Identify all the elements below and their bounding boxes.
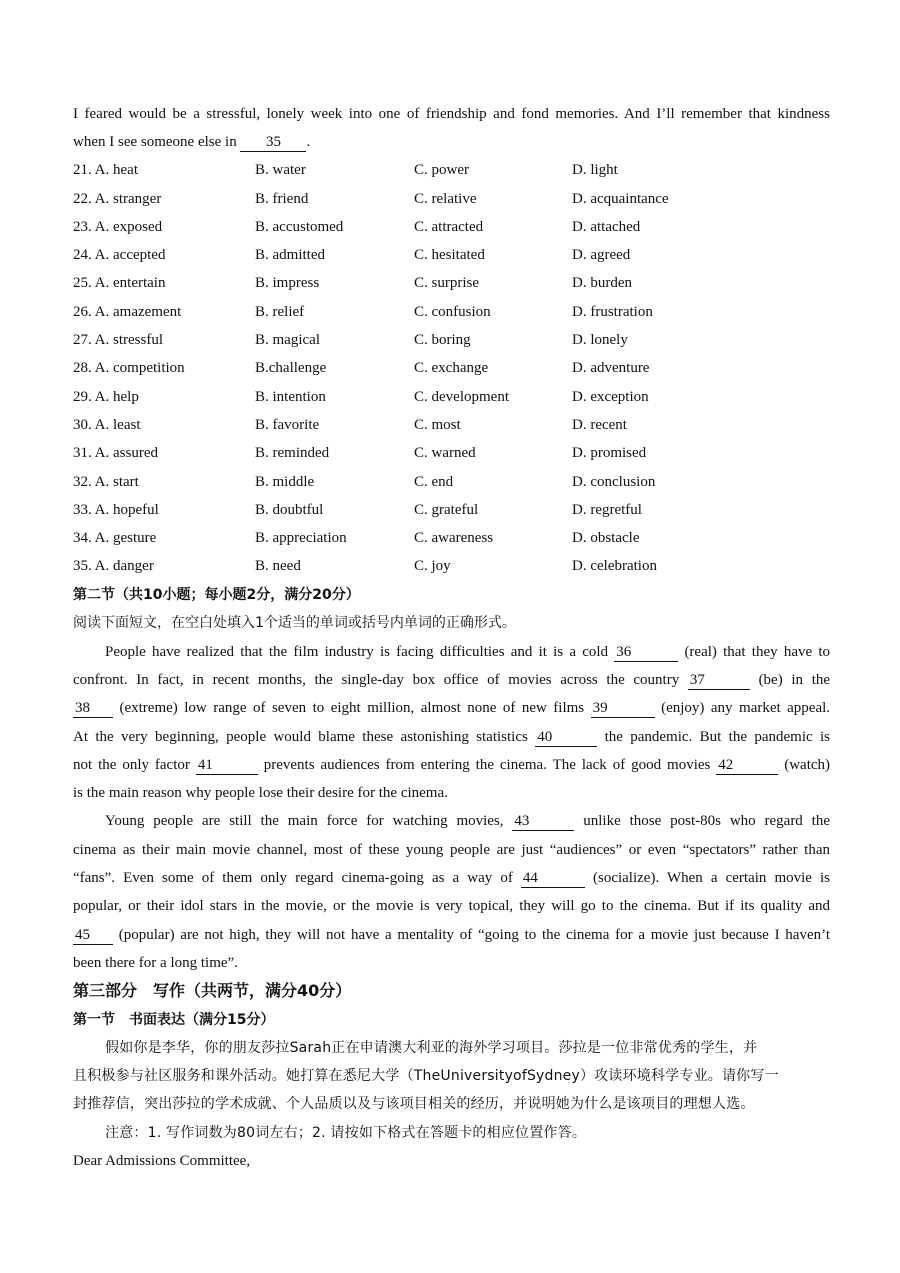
option-c: C. most: [414, 416, 461, 433]
option-b: B.challenge: [255, 360, 327, 377]
part3-body-line-1: 假如你是李华，你的朋友莎拉Sarah正在申请澳大利亚的海外学习项目。莎拉是一位非常优秀的学生，并: [105, 1039, 758, 1056]
option-d: D. attached: [572, 218, 641, 235]
exam-page: [73, 100, 830, 1175]
blank-37: 37: [688, 671, 750, 690]
passage-end-line-1: I feared would be a stressful, lonely week into one of friendship and fond memories. And I’ll remember that kindness: [73, 106, 830, 122]
blank-44: 44: [521, 869, 585, 888]
option-a: 27. A. stressful: [73, 332, 163, 349]
option-row: [73, 157, 830, 185]
option-row: [73, 185, 830, 213]
part3-note: 注意：1. 写作词数为80词左右；2. 请按如下格式在答题卡的相应位置作答。: [105, 1124, 587, 1141]
option-b: B. relief: [255, 303, 305, 320]
option-row: [73, 213, 830, 241]
option-b: B. water: [255, 162, 306, 179]
para1-line-1: People have realized that the film industry is facing difficulties and it is a cold 36 (real) that they have to: [105, 643, 830, 660]
option-a: 30. A. least: [73, 416, 141, 433]
option-d: D. celebration: [572, 558, 657, 575]
para2-line-1: Young people are still the main force for watching movies, 43 unlike those post-80s who regard the: [105, 813, 830, 830]
option-row: [73, 326, 830, 354]
option-a: 34. A. gesture: [73, 530, 157, 547]
section2-heading: 第二节（共10小题；每小题2分，满分20分）: [73, 587, 360, 604]
option-a: 24. A. accepted: [73, 247, 166, 264]
para2-line-5: 45 (popular) are not high, they will not have a mentality of “going to the cinema for a movie just because I haven’t: [75, 926, 831, 943]
option-c: C. hesitated: [414, 247, 485, 264]
option-a: 23. A. exposed: [73, 218, 163, 235]
option-c: C. development: [414, 388, 509, 405]
option-d: D. light: [572, 162, 618, 179]
option-b: B. intention: [255, 388, 326, 405]
option-a: 28. A. competition: [73, 360, 185, 377]
option-b: B. magical: [255, 332, 320, 349]
option-d: D. agreed: [572, 247, 631, 264]
blank-39: 39: [591, 699, 655, 718]
option-b: B. accustomed: [255, 218, 344, 235]
letter-salutation: Dear Admissions Committee,: [73, 1152, 251, 1169]
part3-body-line-3: 封推荐信，突出莎拉的学术成就、个人品质以及与该项目相关的经历，并说明她为什么是该项目的理想人选。: [73, 1096, 755, 1113]
option-row: [73, 298, 830, 326]
option-d: D. exception: [572, 388, 649, 405]
option-row: [73, 411, 830, 439]
option-a: 22. A. stranger: [73, 190, 162, 207]
option-c: C. boring: [414, 332, 471, 349]
option-c: C. warned: [414, 445, 476, 462]
section2-instruction: 阅读下面短文，在空白处填入1个适当的单词或括号内单词的正确形式。: [73, 615, 516, 632]
option-d: D. lonely: [572, 332, 628, 349]
option-row: [73, 553, 830, 581]
option-b: B. favorite: [255, 416, 320, 433]
blank-45: 45: [73, 926, 113, 945]
blank-43: 43: [512, 812, 574, 831]
para2-line-3: “fans”. Even some of them only regard cinema-going as a way of 44 (socialize). When a certain movie is: [73, 870, 831, 887]
para2-line-2: cinema as their main movie channel, most of these young people are just “audiences” or even “spectators” rather than: [73, 841, 830, 858]
option-b: B. appreciation: [255, 530, 347, 547]
option-c: C. attracted: [414, 218, 484, 235]
part3-heading: 第三部分 写作（共两节，满分40分）: [73, 981, 352, 1001]
options-table: [73, 157, 830, 581]
para1-line-3: 38 (extreme) low range of seven to eight million, almost none of new films 39 (enjoy) any market appeal.: [75, 700, 831, 717]
option-a: 32. A. start: [73, 473, 139, 490]
para2-line-6: been there for a long time”.: [73, 954, 238, 971]
option-row: [73, 496, 830, 524]
part3-body-line-2: 且积极参与社区服务和课外活动。她打算在悉尼大学（TheUniversityofSydney）攻读环境科学专业。请你写一: [73, 1068, 779, 1085]
blank-36: 36: [614, 643, 678, 662]
option-a: 25. A. entertain: [73, 275, 166, 292]
blank-42: 42: [716, 756, 778, 775]
option-b: B. impress: [255, 275, 320, 292]
option-b: B. doubtful: [255, 501, 324, 518]
option-a: 21. A. heat: [73, 162, 138, 179]
option-c: C. joy: [414, 558, 451, 575]
option-c: C. awareness: [414, 530, 494, 547]
option-a: 35. A. danger: [73, 558, 154, 575]
para1-line-2: confront. In fact, in recent months, the single-day box office of movies across the country 37 (be) in the: [73, 671, 831, 688]
option-a: 26. A. amazement: [73, 303, 182, 320]
option-c: C. end: [414, 473, 454, 490]
option-b: B. friend: [255, 190, 309, 207]
option-c: C. grateful: [414, 501, 479, 518]
option-row: [73, 440, 830, 468]
option-b: B. middle: [255, 473, 315, 490]
option-row: [73, 468, 830, 496]
option-d: D. conclusion: [572, 473, 656, 490]
option-c: C. exchange: [414, 360, 489, 377]
para2-line-4: popular, or their idol stars in the movie, or the movie is very topical, they will go to the cinema. But if its quality and: [73, 898, 830, 915]
option-b: B. admitted: [255, 247, 325, 264]
option-row: [73, 355, 830, 383]
option-b: B. reminded: [255, 445, 330, 462]
option-d: D. regretful: [572, 501, 642, 518]
option-c: C. surprise: [414, 275, 479, 292]
para1-line-4: At the very beginning, people would blame these astonishing statistics 40 the pandemic. But the pandemic is: [73, 728, 831, 745]
option-a: 33. A. hopeful: [73, 501, 159, 518]
option-row: [73, 383, 830, 411]
blank-41: 41: [196, 756, 258, 775]
option-d: D. recent: [572, 416, 627, 433]
option-row: [73, 270, 830, 298]
option-row: [73, 524, 830, 552]
option-c: C. relative: [414, 190, 477, 207]
option-b: B. need: [255, 558, 301, 575]
option-d: D. burden: [572, 275, 632, 292]
option-a: 31. A. assured: [73, 445, 158, 462]
para1-line-5: not the only factor 41 prevents audiences from entering the cinema. The lack of good movies 42 (watch): [73, 756, 831, 773]
blank-38: 38: [73, 699, 113, 718]
passage-end-line-2: when I see someone else in 35 .: [73, 134, 311, 151]
option-c: C. confusion: [414, 303, 491, 320]
blank-40: 40: [535, 728, 597, 747]
option-d: D. obstacle: [572, 530, 640, 547]
option-d: D. promised: [572, 445, 647, 462]
option-d: D. acquaintance: [572, 190, 669, 207]
option-row: [73, 241, 830, 269]
part3-sub-heading: 第一节 书面表达（满分15分）: [73, 1011, 275, 1028]
blank-35: 35: [240, 133, 306, 152]
option-d: D. adventure: [572, 360, 650, 377]
option-a: 29. A. help: [73, 388, 139, 405]
option-d: D. frustration: [572, 303, 653, 320]
para1-line-6: is the main reason why people lose their desire for the cinema.: [73, 785, 448, 802]
option-c: C. power: [414, 162, 469, 179]
